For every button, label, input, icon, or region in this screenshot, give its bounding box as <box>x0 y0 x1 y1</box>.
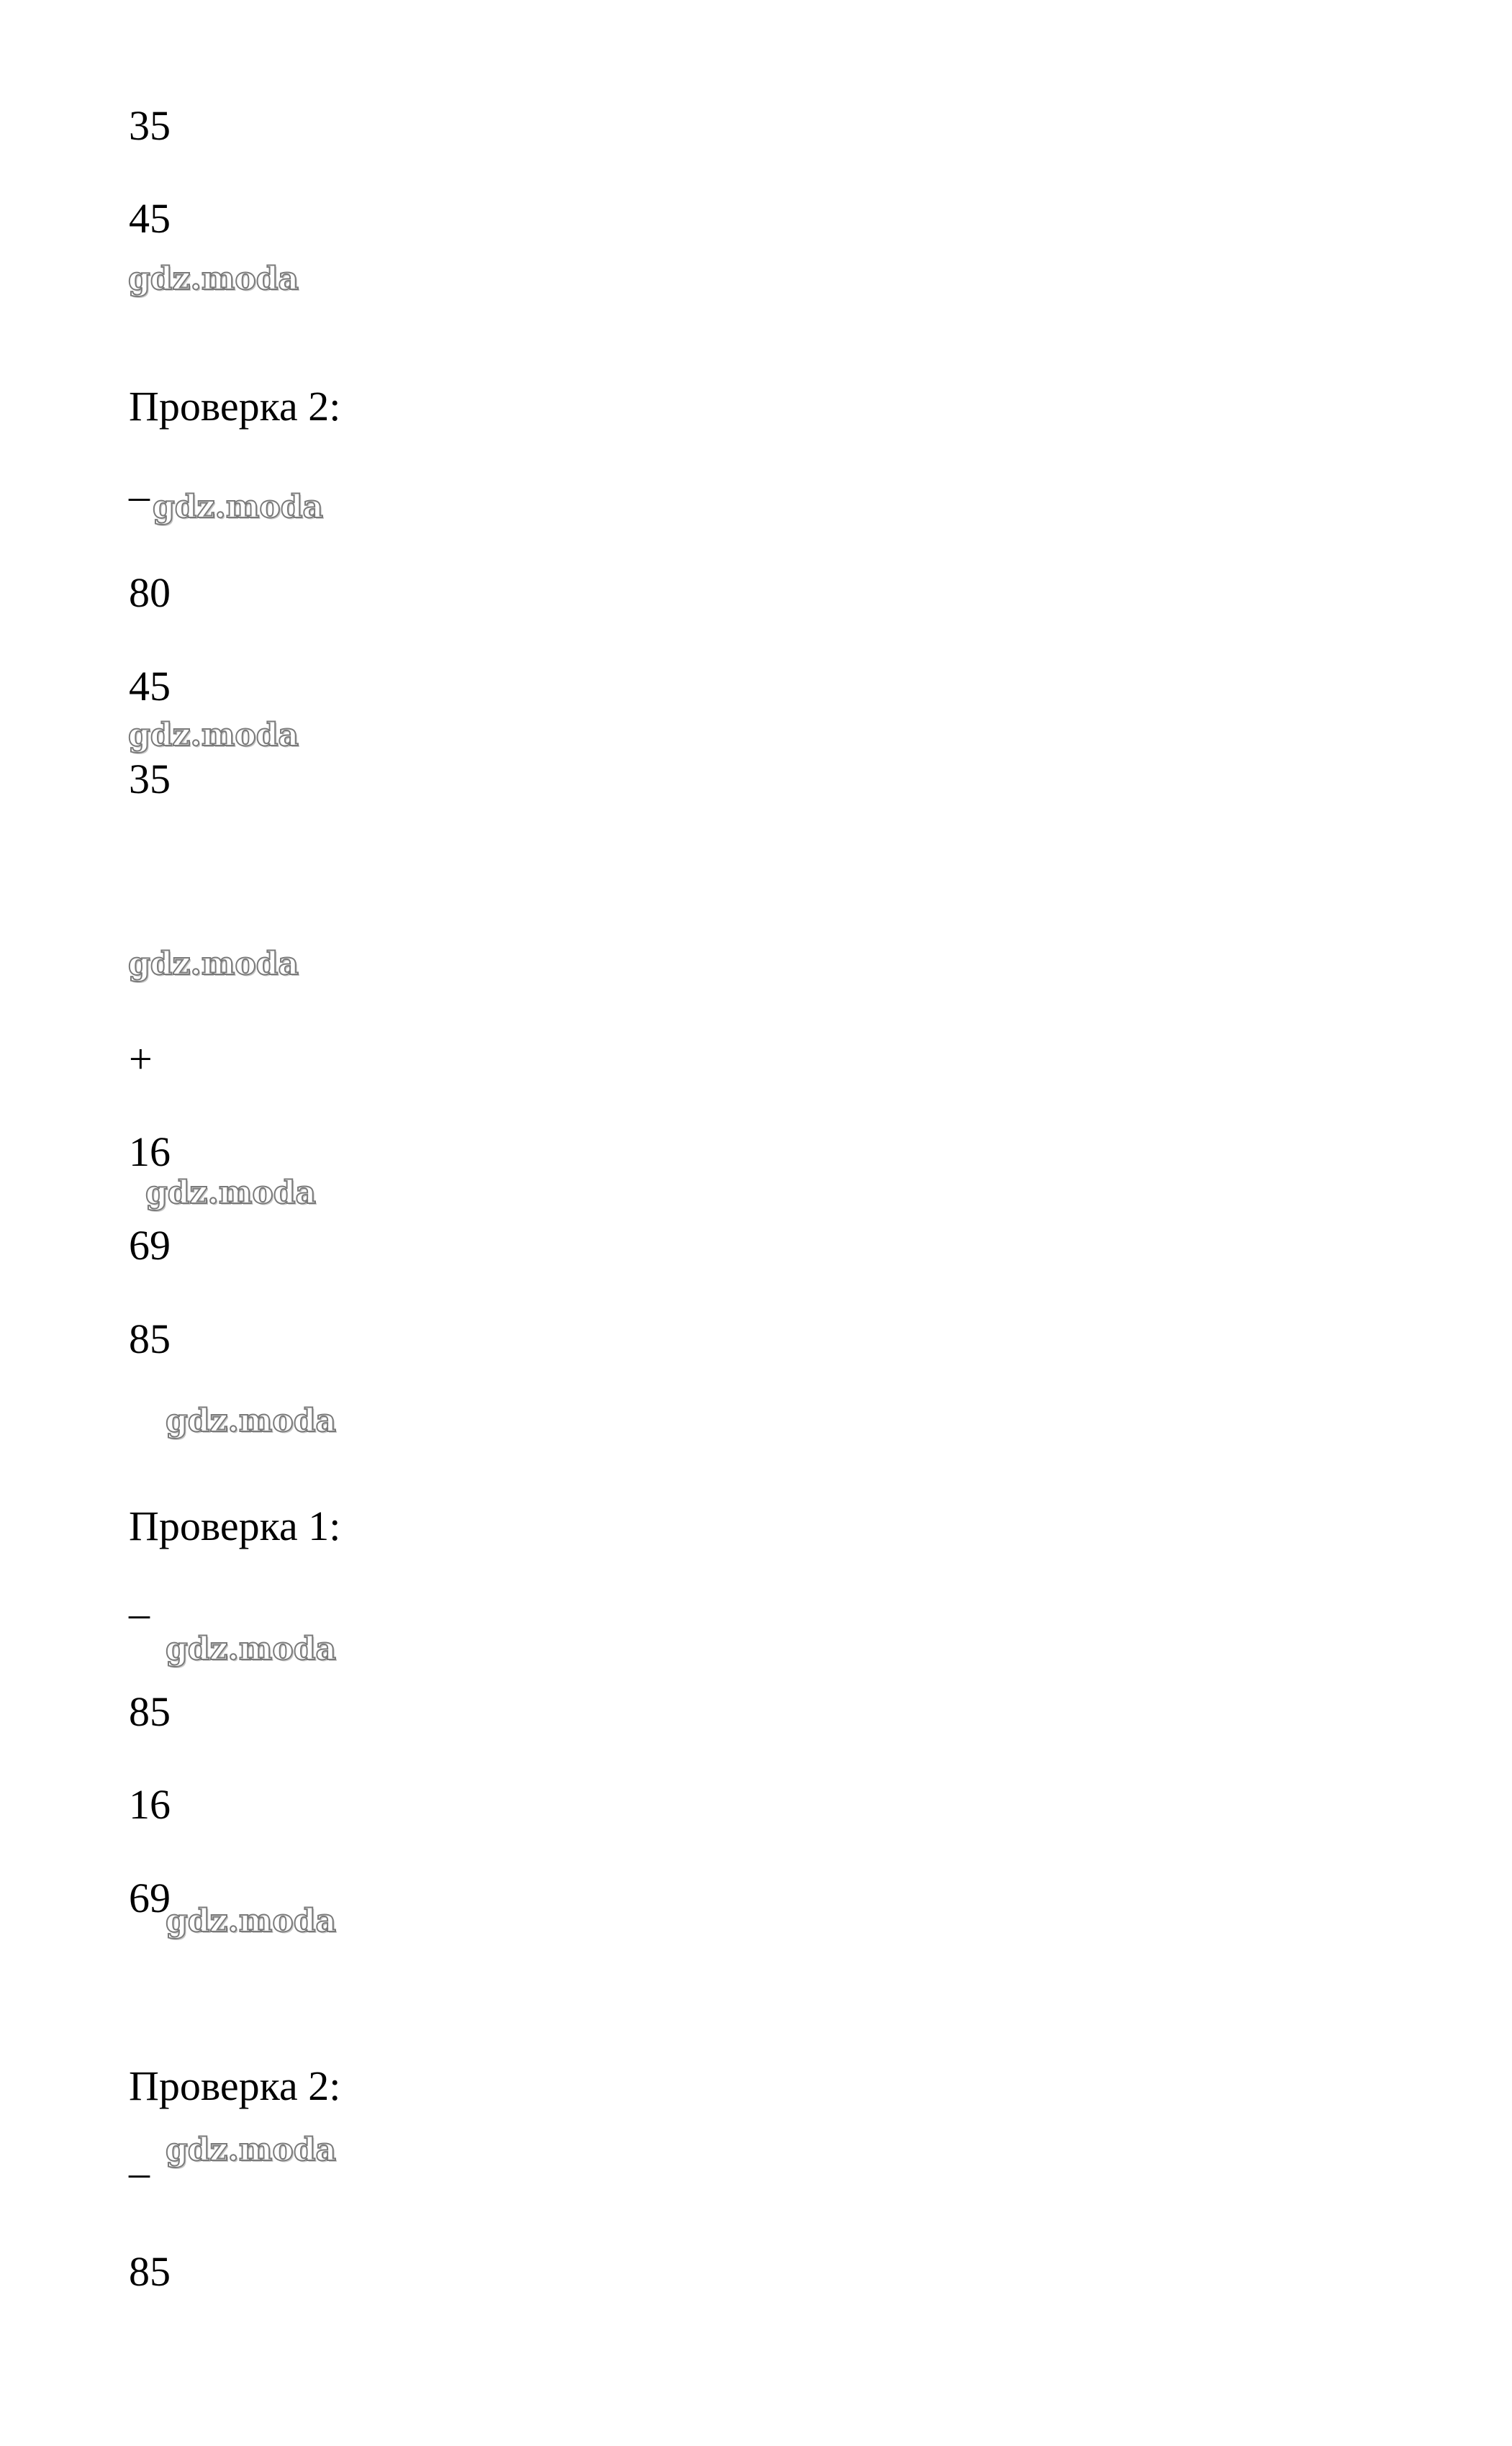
check-2-heading-a: Проверка 2: <box>129 383 341 430</box>
watermark-7: gdz.moda <box>166 1631 337 1667</box>
check-1-heading: Проверка 1: <box>129 1503 341 1549</box>
value-16-a: 16 <box>129 1128 171 1175</box>
watermark-5: gdz.moda <box>145 1174 317 1211</box>
watermark-2: gdz.moda <box>153 489 324 525</box>
value-69-a: 69 <box>129 1222 171 1269</box>
check-2-heading-b: Проверка 2: <box>129 2062 341 2109</box>
watermark-1: gdz.moda <box>128 261 299 297</box>
value-45-mid: 45 <box>129 663 171 710</box>
value-69-b: 69 <box>129 1875 171 1921</box>
minus-sign-c: – <box>129 2149 150 2196</box>
value-85-b: 85 <box>129 1688 171 1735</box>
value-35-top: 35 <box>129 102 171 149</box>
minus-sign-a: – <box>129 472 150 519</box>
watermark-4: gdz.moda <box>128 946 299 982</box>
watermark-6: gdz.moda <box>166 1403 337 1439</box>
watermark-9: gdz.moda <box>166 2132 337 2168</box>
watermark-3: gdz.moda <box>128 717 299 753</box>
value-85-c: 85 <box>129 2248 171 2295</box>
value-80: 80 <box>129 569 171 616</box>
value-45-top: 45 <box>129 195 171 242</box>
plus-sign: + <box>129 1036 153 1082</box>
minus-sign-b: – <box>129 1590 150 1636</box>
value-35-mid: 35 <box>129 756 171 802</box>
watermark-8: gdz.moda <box>166 1903 337 1939</box>
value-85-a: 85 <box>129 1315 171 1362</box>
value-16-b: 16 <box>129 1781 171 1828</box>
